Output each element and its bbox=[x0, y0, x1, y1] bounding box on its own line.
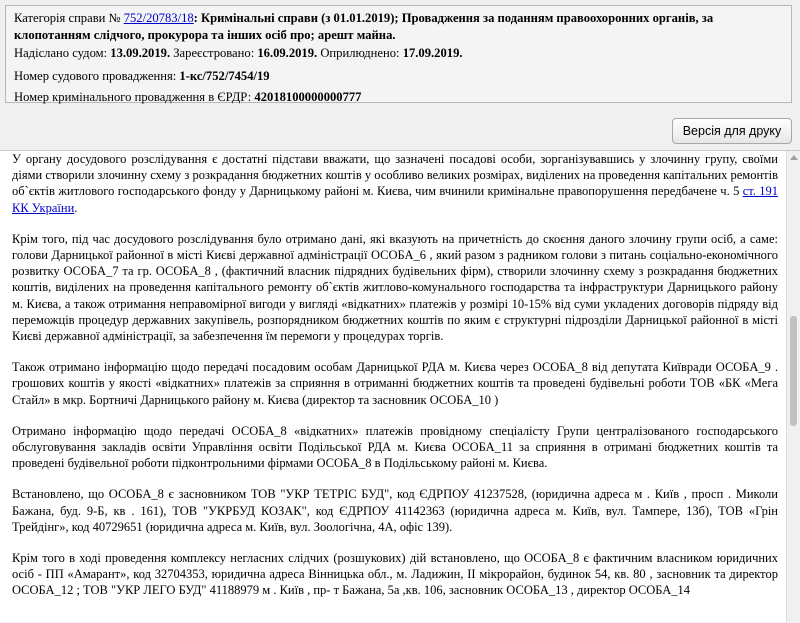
court-proceeding-number: 1-кс/752/7454/19 bbox=[179, 68, 270, 83]
court-proceeding-label: Номер судового провадження: bbox=[14, 68, 177, 83]
paragraph-end: . bbox=[74, 200, 78, 215]
case-category-row bbox=[14, 10, 783, 43]
document-paragraph-1 bbox=[12, 151, 778, 216]
erdr-number: 42018100000000777 bbox=[254, 90, 362, 104]
registered-label: Зареєстровано: bbox=[173, 46, 255, 60]
erdr-row bbox=[14, 89, 783, 106]
case-info-panel bbox=[5, 5, 792, 103]
document-paragraph-6: Крім того в ході проведення комплексу негласних слідчих (розшукових) дій встановлено, що ОСОБА_8 є фактичним власником юридичних осіб - ПП «Амарант», код 32704353, юридична адреса Вінницька обл., м. Ладижин, II мікрорайон, будинок 54, кв. 80 , засновник та директор ОСОБА_12 ; ТОВ "УКР ЛЕГО БУД" 41188979 м . Київ , пр- т Бажана, 5а ,кв. 106, засновник ОСОБА_13 , директор ОСОБА_14 bbox=[12, 551, 778, 598]
registered-date: 16.09.2019. bbox=[257, 46, 318, 60]
published-label: Оприлюднено: bbox=[320, 46, 400, 60]
published-date: 17.09.2019. bbox=[402, 46, 463, 60]
dates-row bbox=[14, 45, 783, 62]
court-proceeding-row bbox=[14, 68, 783, 85]
document-viewer[interactable] bbox=[0, 150, 800, 622]
case-number-link[interactable]: 752/20783/18 bbox=[123, 11, 194, 25]
scrollbar-thumb[interactable] bbox=[790, 316, 797, 426]
document-paragraph-4: Отримано інформацію щодо передачі ОСОБА_8 «відкатних» платежів провідному спеціалісту Групи централізованого господарського обслуговування закладів освіти Управління освіти Подільської РДА м. Києва ОСОБА_11 за сприяння в отримані бюджетних коштів та проведені будівельної роботи підконтрольними фірмами ОСОБА_8 в Подільському районі м. Києва. bbox=[12, 423, 778, 471]
sent-label: Надіслано судом: bbox=[14, 46, 108, 60]
scroll-up-arrow-icon[interactable] bbox=[790, 155, 798, 160]
vertical-scrollbar[interactable] bbox=[786, 151, 800, 623]
category-label: Категорія справи № bbox=[14, 11, 121, 25]
document-paragraph-5: Встановлено, що ОСОБА_8 є засновником ТОВ "УКР ТЕТРІС БУД", код ЄДРПОУ 41237528, (юридична адреса м . Київ , просп . Миколи Бажана, буд. 9-Б, кв . 161), ТОВ "УКРБУД КОЗАК", код ЄДРПОУ 41142363 (юридична адреса м. Київ, вул. Тампере, 13б), ТОВ «Грін Трейдінг», код 40729651 (юридична адреса м. Київ, вул. Зоологічна, 4А, офіс 139). bbox=[12, 487, 778, 534]
document-paragraph-2: Крім того, під час досудового розслідування було отримано дані, які вказують на причетність до скоєння даного злочину групи осіб, а саме: голови Дарницької районної в місті Києві державної адміністрації ОСОБА_6 , який разом з радником голови з питань соціально-економічного розвитку ОСОБА_7 та гр. ОСОБА_8 , (фактичний власник підрядних будівельних фірм), створили злочинну схему з розкрадання бюджетних коштів, виділених на проведення капітального ремонту об`єктів житлово-комунального господарства та інфраструктури Дарницького району м. Києва, а також отримання неправомірної вигоди у вигляді «відкатних» платежів у розмірі 10-15% від суми укладених договорів підряду від переможців процедур державних закупівель, розпорядником бюджетних коштів по яким є структурні підрозділи Дарницької районної в місті Києві державної адміністрації, за забезпечення їм перемоги у процедурах торгів. bbox=[12, 231, 778, 344]
erdr-label: Номер кримінального провадження в ЄРДР: bbox=[14, 90, 252, 104]
sent-date: 13.09.2019. bbox=[110, 46, 171, 60]
category-text: : Кримінальні справи (з 01.01.2019); Провадження за поданням правоохоронних органів, за клопотанням слідчого, прокурора та інших осіб про; арешт майна. bbox=[14, 11, 714, 42]
print-version-button[interactable]: Версія для друку bbox=[672, 118, 792, 144]
document-text bbox=[12, 151, 778, 623]
article-link[interactable]: ст. 191 КК України bbox=[12, 184, 778, 215]
paragraph-text: У органу досудового розслідування є достатні підстави вважати, що зазначені посадові особи, зорганізувавшись у злочинну групу, своїми діями створили злочинну схему з розкрадання бюджетних коштів у особливо великих розмірах, виділених на проведення капітальних ремонтів об`єктів житлового господарського фонду у Дарницькому районі м. Києва, чим вчинили кримінальне правопорушення передбачене ч. 5 bbox=[12, 152, 778, 199]
document-paragraph-3: Також отримано інформацію щодо передачі посадовим особам Дарницької РДА м. Києва через ОСОБА_8 від депутата Київради ОСОБА_9 . грошових коштів у якості «відкатних» платежів за сприяння в отриманні бюджетних коштів та проведені будівельні роботи ТОВ «БК «Мега Стайл» в мкр. Бортничі Дарницького району м. Києва (директор та засновник ОСОБА_10 ) bbox=[12, 360, 778, 407]
